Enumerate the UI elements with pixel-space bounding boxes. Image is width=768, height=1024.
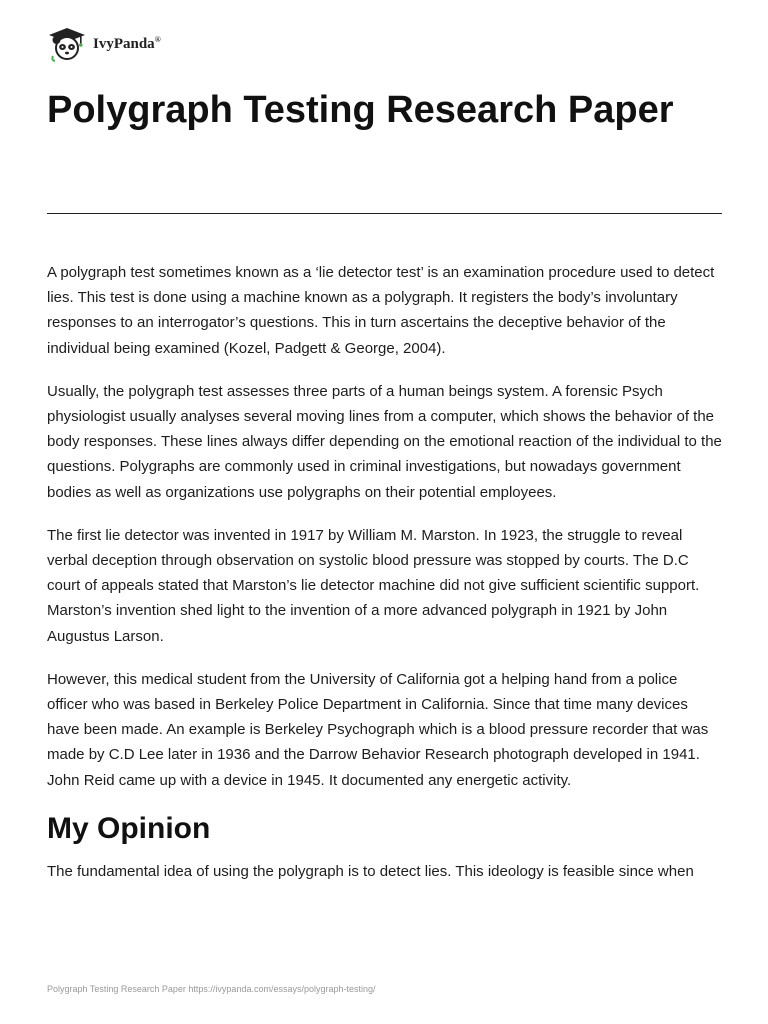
paragraph-3: The first lie detector was invented in 1917 by William M. Marston. In 1923, the struggle to reveal verbal deception through observation on systolic blood pressure was stopped by courts. The D.C court of appeals stated that Marston’s lie detector machine did not give sufficient scientific support. Marston’s invention shed light to the invention of a more advanced polygraph in 1921 by John Augustus Larson. — [47, 526, 700, 645]
title-divider — [47, 213, 722, 214]
paragraph-1: A polygraph test sometimes known as a ‘lie detector test’ is an examination procedure used to detect lies. This test is done using a machine known as a polygraph. It registers the body’s involuntary responses to an interrogator’s questions. This in turn ascertains the deceptive behavior of the individual being examined (Kozel, Padgett & George, 2004). — [47, 264, 715, 357]
paragraph-2: Usually, the polygraph test assesses three parts of a human beings system. A forensic Psych physiologist usually analyses several moving lines from a computer, which shows the behavior of the body responses. These lines always differ depending on the emotional reaction of the individual to the questions. Polygraphs are commonly used in criminal investigations, but nowadays government bodies as well as organizations use polygraphs on their potential employees. — [47, 382, 722, 501]
page-title: Polygraph Testing Research Paper — [47, 89, 674, 131]
section-paragraph: The fundamental idea of using the polygraph is to detect lies. This ideology is feasible since when — [47, 862, 694, 880]
brand-name: IvyPanda® — [93, 35, 161, 52]
panda-logo-icon — [47, 26, 87, 62]
footer-source: Polygraph Testing Research Paper https://ivypanda.com/essays/polygraph-testing/ — [47, 984, 376, 994]
section-heading: My Opinion — [47, 811, 211, 845]
article-body — [47, 260, 722, 902]
brand-logo[interactable] — [47, 26, 161, 62]
paragraph-4: However, this medical student from the University of California got a helping hand from a police officer who was based in Berkeley Police Department in California. Since that time many devices have been made. An example is Berkeley Psychograph which is a blood pressure recorder that was made by C.D Lee later in 1936 and the Darrow Behavior Research photograph developed in 1941. John Reid came up with a device in 1945. It documented any energetic activity. — [47, 670, 709, 789]
